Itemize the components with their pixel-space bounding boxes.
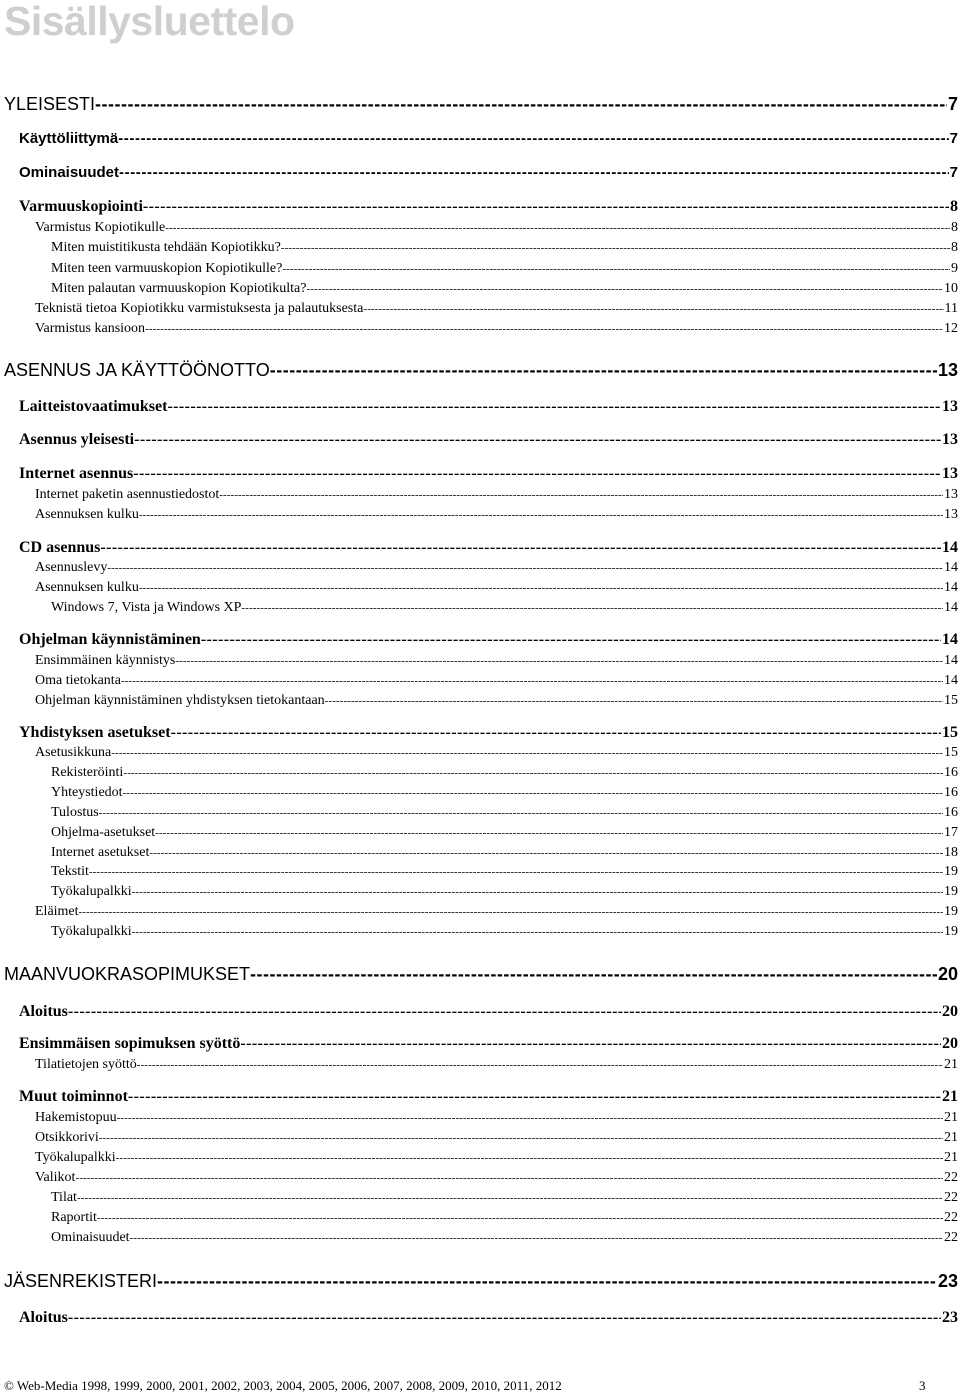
dot-leader xyxy=(282,263,950,275)
toc-entry-page: 15 xyxy=(944,745,958,760)
toc-entry-title: Asennus yleisesti xyxy=(19,431,135,448)
toc-entry-title: Internet asennus xyxy=(19,465,134,482)
toc-entry[interactable] xyxy=(19,398,958,416)
toc-entry-page: 11 xyxy=(944,301,958,316)
dot-leader xyxy=(89,866,943,878)
toc-entry-page: 16 xyxy=(944,805,958,820)
toc-entry-title: Ominaisuudet xyxy=(51,1230,130,1245)
toc-entry-page: 23 xyxy=(942,1309,958,1326)
toc-entry[interactable] xyxy=(51,765,958,781)
toc-entry[interactable] xyxy=(51,825,958,841)
toc-entry[interactable] xyxy=(35,1150,958,1166)
dot-leader xyxy=(107,562,943,574)
dot-leader xyxy=(281,242,950,254)
toc-entry[interactable] xyxy=(19,164,958,181)
toc-entry-title: Otsikkorivi xyxy=(35,1130,99,1145)
dot-leader xyxy=(149,847,943,859)
toc-entry-title: Aloitus xyxy=(19,1309,68,1326)
toc-entry[interactable] xyxy=(35,580,958,596)
toc-entry-page: 19 xyxy=(944,924,958,939)
dot-leader xyxy=(99,807,943,819)
toc-entry-page: 8 xyxy=(951,220,958,235)
toc-entry-title: Varmistus Kopiotikulle xyxy=(35,220,166,235)
toc-entry-title: Windows 7, Vista ja Windows XP xyxy=(51,600,242,615)
toc-entry[interactable] xyxy=(19,130,958,147)
dot-leader xyxy=(119,164,949,181)
toc-entry[interactable] xyxy=(35,507,958,523)
toc-entry[interactable] xyxy=(35,1057,958,1073)
toc-entry[interactable] xyxy=(35,1110,958,1126)
dot-leader xyxy=(175,655,943,667)
toc-entry[interactable] xyxy=(51,261,958,277)
dot-leader xyxy=(75,1172,943,1184)
toc-entry-title: YLEISESTI xyxy=(4,94,96,114)
dot-leader xyxy=(99,1132,943,1144)
toc-entry[interactable] xyxy=(19,198,958,216)
dot-leader xyxy=(139,509,943,521)
dot-leader xyxy=(95,94,947,115)
toc-entry[interactable] xyxy=(19,465,958,483)
toc-entry-title: Työkalupalkki xyxy=(51,924,132,939)
page-footer xyxy=(0,1378,960,1396)
toc-entry-page: 13 xyxy=(942,465,958,482)
toc-entry[interactable] xyxy=(51,281,958,297)
dot-leader xyxy=(111,747,943,759)
toc-entry-page: 14 xyxy=(944,673,958,688)
toc-entry-page: 21 xyxy=(944,1130,958,1145)
toc-entry-title: Asetusikkuna xyxy=(35,745,112,760)
toc-entry[interactable] xyxy=(51,785,958,801)
toc-entry-page: 18 xyxy=(944,845,958,860)
toc-entry[interactable] xyxy=(35,745,958,761)
toc-entry[interactable] xyxy=(51,845,958,861)
toc-entry-page: 14 xyxy=(944,653,958,668)
dot-leader xyxy=(240,1035,941,1053)
dot-leader xyxy=(121,675,943,687)
toc-entry-title: Oma tietokanta xyxy=(35,673,121,688)
toc-entry-title: Tilatietojen syöttö xyxy=(35,1057,137,1072)
dot-leader xyxy=(165,222,950,234)
dot-leader xyxy=(167,398,941,416)
dot-leader xyxy=(155,827,943,839)
dot-leader xyxy=(123,767,943,779)
toc-entry[interactable] xyxy=(51,1210,958,1226)
toc-entry[interactable] xyxy=(35,487,958,503)
toc-entry-page: 12 xyxy=(944,321,958,336)
toc-entry-title: Valikot xyxy=(35,1170,76,1185)
toc-entry[interactable] xyxy=(35,693,958,709)
toc-entry-page: 20 xyxy=(942,1035,958,1052)
dot-leader xyxy=(132,886,943,898)
dot-leader xyxy=(270,360,937,381)
toc-entry[interactable] xyxy=(51,884,958,900)
toc-entry-page: 13 xyxy=(944,507,958,522)
toc-entry-page: 21 xyxy=(944,1057,958,1072)
toc-entry-title: Tilat xyxy=(51,1190,77,1205)
toc-entry[interactable] xyxy=(4,1271,958,1292)
toc-entry-title: Internet asetukset xyxy=(51,845,150,860)
toc-entry-title: Työkalupalkki xyxy=(51,884,132,899)
dot-leader xyxy=(201,631,941,649)
copyright-text: © Web-Media 1998, 1999, 2000, 2001, 2002, 2003, 2004, 2005, 2006, 2007, 2008, 2009, 2010, 2011, 2012 xyxy=(4,1378,562,1393)
dot-leader xyxy=(123,787,943,799)
toc-entry-title: Ominaisuudet xyxy=(19,164,120,181)
dot-leader xyxy=(68,1003,941,1021)
toc-entry[interactable] xyxy=(19,1003,958,1021)
toc-entry-title: Varmuuskopiointi xyxy=(19,198,143,215)
toc-entry[interactable] xyxy=(51,240,958,256)
toc-entry-title: Ohjelman käynnistäminen xyxy=(19,631,201,648)
toc-entry[interactable] xyxy=(19,1035,958,1053)
toc-entry[interactable] xyxy=(19,1088,958,1106)
toc-entry-title: Yhteystiedot xyxy=(51,785,123,800)
toc-entry-title: Asennuksen kulku xyxy=(35,507,139,522)
dot-leader xyxy=(250,964,937,985)
dot-leader xyxy=(100,539,941,557)
dot-leader xyxy=(143,198,949,216)
toc-entry-title: CD asennus xyxy=(19,539,101,556)
toc-entry-title: Asennuksen kulku xyxy=(35,580,139,595)
toc-entry-page: 14 xyxy=(944,580,958,595)
toc-entry-page: 16 xyxy=(944,785,958,800)
dot-leader xyxy=(134,431,941,449)
dot-leader xyxy=(130,1232,943,1244)
dot-leader xyxy=(132,926,943,938)
toc-entry[interactable] xyxy=(19,539,958,557)
dot-leader xyxy=(139,582,943,594)
toc-entry[interactable] xyxy=(19,724,958,742)
toc-entry-page: 13 xyxy=(937,360,958,380)
toc-entry-title: Internet paketin asennustiedostot xyxy=(35,487,220,502)
toc-entry-page: 13 xyxy=(944,487,958,502)
toc-entry-page: 20 xyxy=(942,1003,958,1020)
dot-leader xyxy=(118,130,948,147)
toc-entry[interactable] xyxy=(51,600,958,616)
dot-leader xyxy=(128,1088,941,1106)
toc-entry-title: Varmistus kansioon xyxy=(35,321,146,336)
toc-entry[interactable] xyxy=(4,94,958,115)
toc-entry-title: Käyttöliittymä xyxy=(19,130,119,147)
toc-entry-page: 13 xyxy=(942,431,958,448)
toc-entry[interactable] xyxy=(51,1190,958,1206)
toc-entry-title: Miten teen varmuuskopion Kopiotikulle? xyxy=(51,261,283,276)
toc-entry[interactable] xyxy=(19,631,958,649)
toc-entry-page: 17 xyxy=(944,825,958,840)
toc-entry-title: ASENNUS JA KÄYTTÖÖNOTTO xyxy=(4,360,270,380)
toc-entry-title: Työkalupalkki xyxy=(35,1150,116,1165)
toc-entry-page: 7 xyxy=(947,94,958,114)
toc-entry-page: 19 xyxy=(944,904,958,919)
toc-entry-page: 19 xyxy=(944,864,958,879)
toc-entry-title: Rekisteröinti xyxy=(51,765,124,780)
toc-entry-page: 21 xyxy=(942,1088,958,1105)
toc-entry-title: Muut toiminnot xyxy=(19,1088,128,1105)
toc-entry-title: Miten palautan varmuuskopion Kopiotikulta? xyxy=(51,281,307,296)
toc-entry-title: Hakemistopuu xyxy=(35,1110,117,1125)
dot-leader xyxy=(219,489,943,501)
dot-leader xyxy=(137,1059,943,1071)
toc-entry-page: 13 xyxy=(942,398,958,415)
toc-entry[interactable] xyxy=(4,360,958,381)
page-title: Sisällysluettelo xyxy=(4,0,295,44)
toc-entry[interactable] xyxy=(51,924,958,940)
toc-entry-page: 14 xyxy=(942,539,958,556)
toc-entry-page: 8 xyxy=(950,198,958,215)
toc-entry-page: 19 xyxy=(944,884,958,899)
dot-leader xyxy=(77,1192,943,1204)
toc-entry[interactable] xyxy=(51,1230,958,1246)
dot-leader xyxy=(241,602,943,614)
toc-entry[interactable] xyxy=(51,864,958,880)
toc-entry-page: 22 xyxy=(944,1170,958,1185)
toc-entry-title: Miten muistitikusta tehdään Kopiotikku? xyxy=(51,240,281,255)
toc-entry-page: 21 xyxy=(944,1150,958,1165)
toc-entry-title: Eläimet xyxy=(35,904,79,919)
dot-leader xyxy=(68,1309,941,1327)
toc-entry[interactable] xyxy=(51,805,958,821)
toc-entry-title: JÄSENREKISTERI xyxy=(4,1271,158,1291)
toc-entry-title: Ohjelman käynnistäminen yhdistyksen tietokantaan xyxy=(35,693,325,708)
toc-entry-title: Ohjelma-asetukset xyxy=(51,825,156,840)
toc-entry[interactable] xyxy=(35,301,958,317)
dot-leader xyxy=(97,1212,943,1224)
toc-entry-page: 22 xyxy=(944,1190,958,1205)
toc-entry[interactable] xyxy=(35,673,958,689)
toc-entry-page: 7 xyxy=(949,130,958,147)
page-number: 3 xyxy=(919,1378,926,1393)
toc-entry[interactable] xyxy=(35,220,958,236)
toc-entry-page: 20 xyxy=(937,964,958,984)
toc-entry-page: 16 xyxy=(944,765,958,780)
toc-entry-page: 15 xyxy=(944,693,958,708)
dot-leader xyxy=(363,303,943,315)
toc-entry-page: 15 xyxy=(942,724,958,741)
dot-leader xyxy=(133,465,941,483)
toc-entry[interactable] xyxy=(35,1170,958,1186)
toc-entry[interactable] xyxy=(35,321,958,337)
toc-entry-page: 23 xyxy=(937,1271,958,1291)
dot-leader xyxy=(116,1152,943,1164)
toc-entry[interactable] xyxy=(35,904,958,920)
toc-entry-page: 10 xyxy=(944,281,958,296)
toc-entry-title: Tulostus xyxy=(51,805,99,820)
toc-entry-page: 14 xyxy=(944,560,958,575)
toc-entry-title: MAANVUOKRASOPIMUKSET xyxy=(4,964,251,984)
toc-entry-title: Ensimmäinen käynnistys xyxy=(35,653,176,668)
toc-entry[interactable] xyxy=(35,653,958,669)
toc-entry-page: 22 xyxy=(944,1230,958,1245)
toc-entry-title: Aloitus xyxy=(19,1003,68,1020)
toc-entry-title: Yhdistyksen asetukset xyxy=(19,724,171,741)
toc-entry-title: Tekstit xyxy=(51,864,89,879)
toc-entry-page: 21 xyxy=(944,1110,958,1125)
dot-leader xyxy=(306,283,943,295)
toc-entry[interactable] xyxy=(35,1130,958,1146)
toc-entry-title: Asennuslevy xyxy=(35,560,108,575)
toc-entry-page: 7 xyxy=(949,164,958,181)
toc-entry[interactable] xyxy=(35,560,958,576)
toc-entry-page: 22 xyxy=(944,1210,958,1225)
toc-entry[interactable] xyxy=(4,964,958,985)
toc-entry-page: 8 xyxy=(951,240,958,255)
toc-entry-title: Laitteistovaatimukset xyxy=(19,398,168,415)
toc-entry-title: Ensimmäisen sopimuksen syöttö xyxy=(19,1035,241,1052)
toc-entry-page: 9 xyxy=(951,261,958,276)
dot-leader xyxy=(79,906,943,918)
dot-leader xyxy=(171,724,941,742)
dot-leader xyxy=(325,695,943,707)
dot-leader xyxy=(145,323,943,335)
toc-entry-page: 14 xyxy=(942,631,958,648)
toc-entry[interactable] xyxy=(19,431,958,449)
dot-leader xyxy=(117,1112,943,1124)
toc-entry-title: Raportit xyxy=(51,1210,97,1225)
toc-entry-page: 14 xyxy=(944,600,958,615)
toc-entry-title: Teknistä tietoa Kopiotikku varmistuksesta ja palautuksesta xyxy=(35,301,364,316)
dot-leader xyxy=(157,1271,937,1292)
toc-entry[interactable] xyxy=(19,1309,958,1327)
